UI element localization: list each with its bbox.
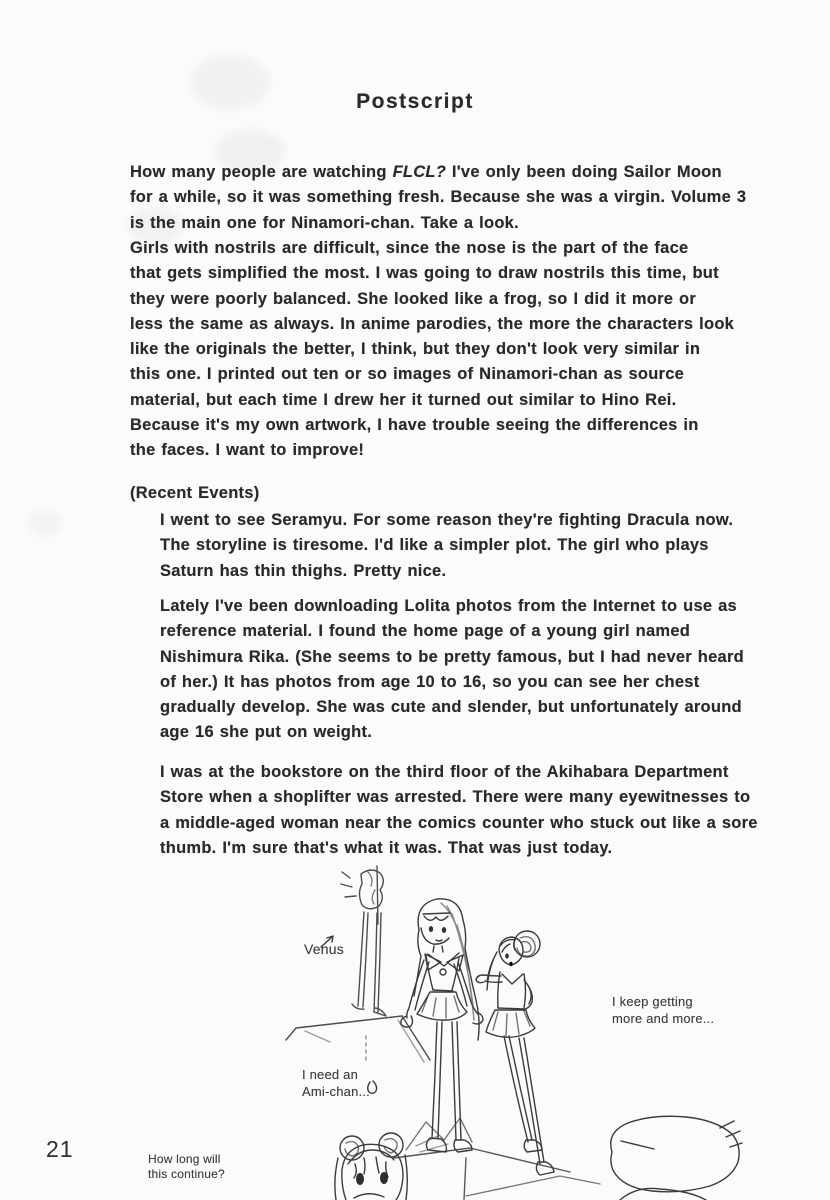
rock-platform-sketch bbox=[394, 1118, 600, 1200]
how-long-caption: How long will this continue? bbox=[148, 1152, 225, 1181]
keep-getting-caption: I keep getting more and more... bbox=[612, 994, 715, 1026]
page-number: 21 bbox=[46, 1136, 74, 1162]
bookstore-paragraph: I was at the bookstore on the third floor of the Akihabara Department Store when a shoplifter was arrested. There were many eyewitnesses to a middle-aged woman near the comics counter who stuck out like a sore thumb. I'm sure that's what it was. That was just today. bbox=[160, 763, 758, 857]
ami-chan-caption: I need an Ami-chan... bbox=[302, 1067, 370, 1099]
intro-line1-post: I've only been doing Sailor Moon bbox=[446, 163, 722, 181]
page-title: Postscript bbox=[356, 90, 474, 113]
rock-blob-sketch bbox=[611, 1116, 742, 1200]
nostrils-paragraph: Girls with nostrils are difficult, since the nose is the part of the face that gets simplified the most. I was going to draw nostrils this time, but they were poorly balanced. She looked like a frog, so I did it more or less the same as always. In anime parodies, the more the characters look like the originals the better, I think, but they don't look very similar in this one. I printed out ten or so images of Ninamori-chan as source material, but each time I drew her it turned out similar to Hino Rei. Because it's my own artwork, I have trouble seeing the differences in the faces. I want to improve! bbox=[130, 239, 735, 460]
flcl-title-italic: FLCL? bbox=[392, 163, 447, 181]
seramyu-paragraph: I went to see Seramyu. For some reason they're fighting Dracula now. The storyline is tiresome. I'd like a simpler plot. The girl who plays Saturn has thin thighs. Pretty nice. bbox=[160, 511, 734, 580]
venus-caption: Venus bbox=[304, 941, 344, 957]
intro-line-2: for a while, so it was something fresh. Because she was a virgin. Volume 3 bbox=[130, 188, 747, 207]
venus-doll-sketch bbox=[286, 866, 430, 1062]
intro-line1-pre: How many people are watching bbox=[130, 163, 393, 181]
sailor-girl-small-sketch bbox=[476, 931, 554, 1175]
intro-line-3: is the main one for Ninamori-chan. Take a look. bbox=[130, 213, 519, 232]
chibi-sailor-moon-sketch bbox=[335, 1133, 407, 1200]
lolita-paragraph: Lately I've been downloading Lolita photos from the Internet to use as reference material. I found the home page of a young girl named Nishimura Rika. (She seems to be pretty famous, but I had never heard of her.) It has photos from age 10 to 16, so you can see her chest gradually develop. She was cute and slender, but unfortunately around age 16 she put on weight. bbox=[160, 597, 744, 742]
recent-events-heading: (Recent Events) bbox=[130, 484, 260, 502]
sailor-girl-tall-sketch bbox=[401, 899, 483, 1152]
